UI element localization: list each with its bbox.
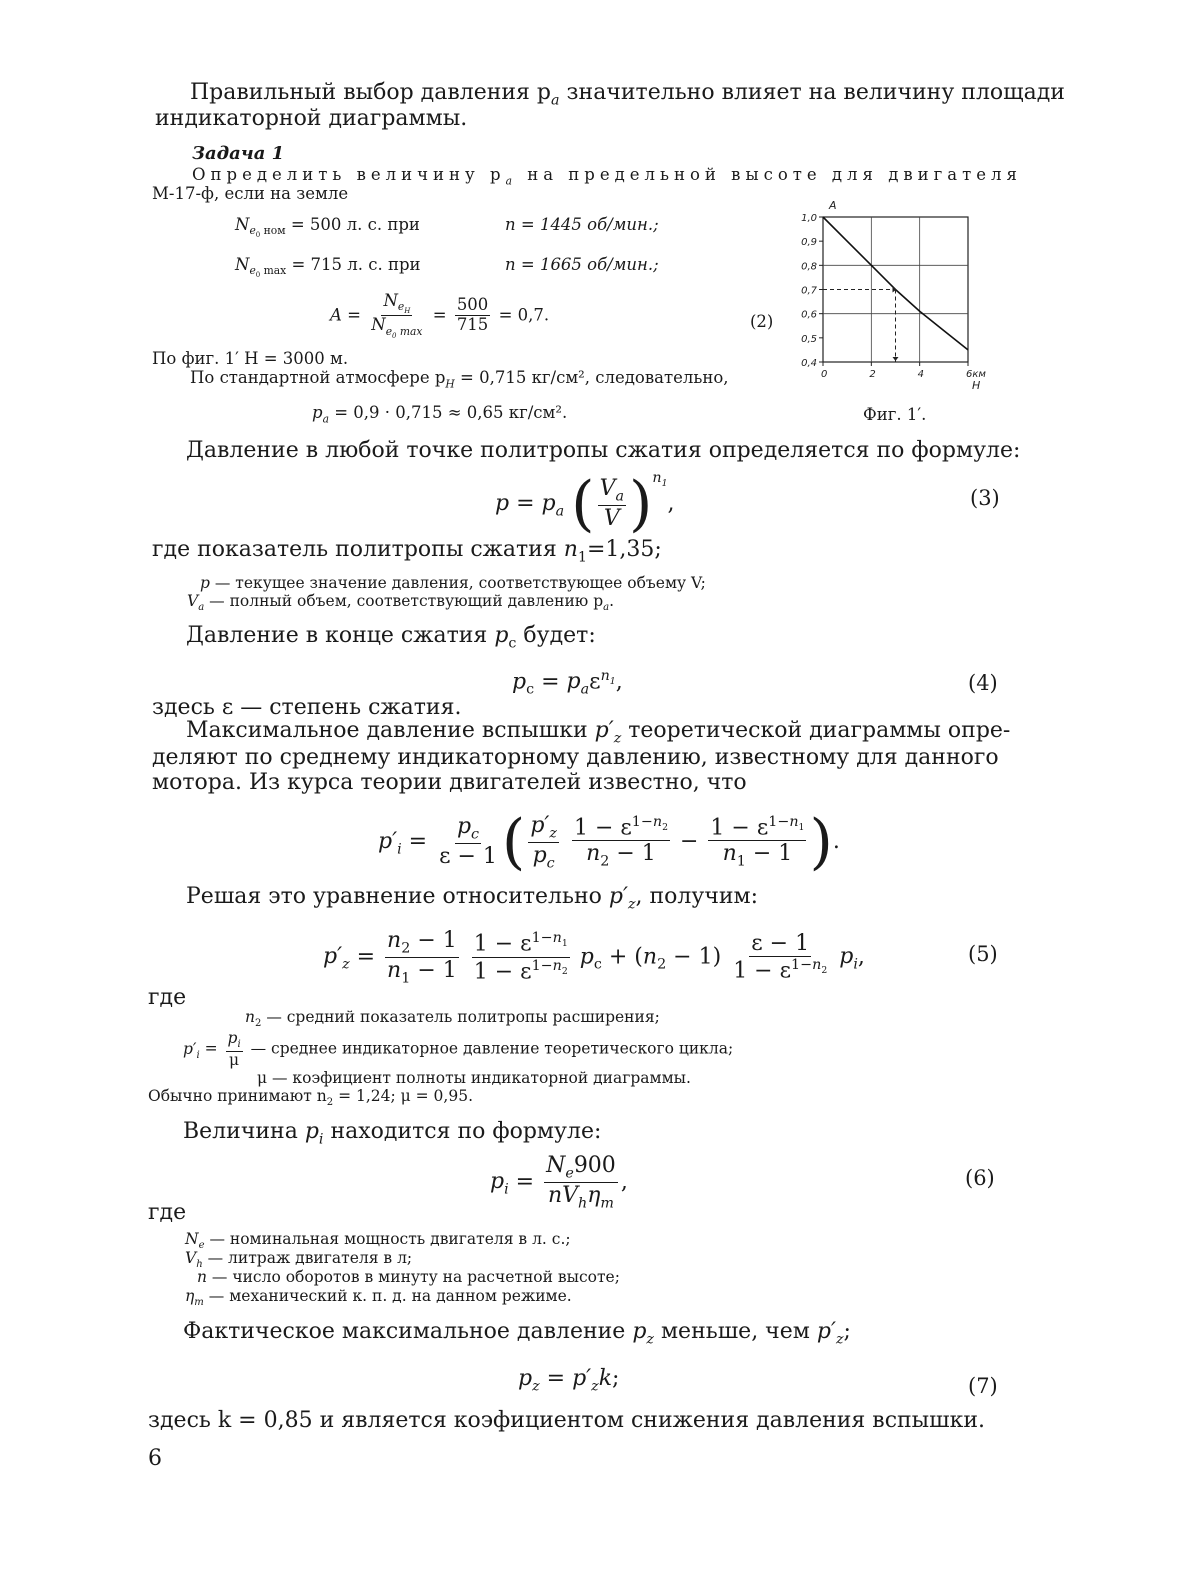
chart-xlabel: H <box>972 379 981 392</box>
chart-annotation-arrow-v <box>893 357 899 361</box>
s5-usual: Обычно принимают $n_2 = 1,24$; μ = 0,95. <box>148 1087 473 1109</box>
task-line-2: М-17-ф, если на земле <box>152 184 349 203</box>
s3-def-p: p — текущее значение давления, соответствующее объему V; <box>200 574 706 592</box>
standard-atmosphere: По стандартной атмосфере $p_H = 0,715$ кг/см², следовательно, <box>190 368 729 391</box>
equation-2-number: (2) <box>750 312 774 331</box>
equation-3-number: (3) <box>970 486 1000 510</box>
chart-xtick-label: 4 <box>917 369 925 380</box>
page-number: 6 <box>148 1446 162 1471</box>
chart-ytick-label: 0,8 <box>801 261 817 273</box>
s4-text: Давление в конце сжатия $p_c$ будет: <box>186 623 596 652</box>
s5-line-2: деляют по среднему индикаторному давлению, известному для данного <box>152 745 999 770</box>
equation-pi-prime: $p'_i$ = $\frac{p_c}{\varepsilon - 1}$ ( $\frac{p'_z}{p_c}$ $\frac{1 - \varepsilon^{1-n_2}}{n_2 - 1}$ − $\frac{1 - \varepsilon^{1-n_1}}{n_1 - 1}$ ). <box>378 807 840 877</box>
figure-caption: Фиг. 1′. <box>863 405 927 424</box>
s6-where: где <box>148 1200 187 1225</box>
s5-def-mu: μ — коэфициент полноты индикаторной диаграммы. <box>257 1069 691 1087</box>
chart-xtick-label: 0 <box>821 369 828 380</box>
rpm-nominal: n = 1445 об/мин.; <box>505 215 659 234</box>
pa-result: $p_a = 0,9 \cdot 0,715 \approx 0,65$ кг/см². <box>312 403 568 426</box>
intro-line-2: индикаторной диаграммы. <box>155 106 468 131</box>
s5-line-1: Максимальное давление вспышки $p'_z$ теоретической диаграммы опре- <box>186 718 1011 747</box>
s5-solve: Решая это уравнение относительно $p'_z$, получим: <box>186 884 759 913</box>
task-line-1: Определить величину $p_a$ на предельной высоте для двигателя <box>192 165 1022 188</box>
s4-here: здесь ε — степень сжатия. <box>152 695 462 720</box>
equation-6-number: (6) <box>965 1166 995 1190</box>
s5-def-pi: $p'_i$ = $\frac{p_i}{\mu}$ — среднее индикаторное давление теоретического цикла; <box>183 1029 734 1069</box>
equation-7: $p_z = p'_zk$; <box>518 1366 620 1395</box>
s6-def-n: n — число оборотов в минуту на расчетной высоте; <box>197 1268 620 1286</box>
equation-6: $p_i$ = $\frac{N_e900}{nV_h\eta_m}$ , <box>490 1153 628 1212</box>
s3-text: Давление в любой точке политропы сжатия определяется по формуле: <box>186 438 1021 463</box>
task-heading: Задача 1 <box>192 143 285 164</box>
equation-2: A = $\frac{N_{e_H}}{N_{e_0 max}}$ = $\frac{500}{715}$ = 0,7. <box>330 291 550 340</box>
s5-line-3: мотора. Из курса теории двигателей известно, что <box>152 770 747 795</box>
s6-def-ne: $N_e$ — номинальная мощность двигателя в л. с.; <box>185 1230 571 1252</box>
chart-xtick-label: 6км <box>966 369 986 380</box>
s6-text: Величина $p_i$ находится по формуле: <box>183 1119 602 1148</box>
equation-4-number: (4) <box>968 671 998 695</box>
chart-ytick-label: 0,7 <box>801 285 817 297</box>
s5-where: где <box>148 985 187 1010</box>
s3-where: где показатель политропы сжатия $n_1=1,35$; <box>152 537 662 566</box>
chart-xtick-label: 2 <box>869 369 876 380</box>
s7-here: здесь k = 0,85 и является коэфициентом снижения давления вспышки. <box>148 1408 986 1433</box>
equation-3: $p = p_a$ ( $\frac{V_a}{V}$ )$^{n_1}$, <box>495 469 675 539</box>
s7-text: Фактическое максимальное давление $p_z$ меньше, чем $p'_z$; <box>183 1319 851 1348</box>
rpm-max: n = 1665 об/мин.; <box>505 255 659 274</box>
figure-1-chart <box>795 190 995 400</box>
intro-line-1: Правильный выбор давления $p_a$ значительно влияет на величину площади <box>190 80 1065 109</box>
chart-ytick-label: 1,0 <box>801 213 817 224</box>
s6-def-eta: $\eta_m$ — механический к. п. д. на данном режиме. <box>185 1287 572 1309</box>
chart-ytick-label: 0,9 <box>801 237 817 249</box>
chart-ytick-label: 0,4 <box>801 358 817 369</box>
s5-def-n2: $n_2$ — средний показатель политропы расширения; <box>245 1008 660 1030</box>
chart-series-line <box>823 217 968 350</box>
s6-def-vh: $V_h$ — литраж двигателя в л; <box>185 1249 413 1271</box>
power-nominal-row: $N_{e_0 ном} = 500$ л. с. при <box>235 215 420 240</box>
chart-ytick-label: 0,6 <box>801 309 817 321</box>
equation-5: $p'_z$ = $\frac{n_2 - 1}{n_1 - 1}$ $\frac{1 - \varepsilon^{1-n_1}}{1 - \varepsilon^{1-n_2}}$ $p_c + (n_2 - 1)$ $\frac{\varepsilon - 1}{1 - \varepsilon^{1-n_2}}$ $p_i$, <box>323 928 865 987</box>
equation-7-number: (7) <box>968 1374 998 1398</box>
chart-ylabel: A <box>829 199 837 212</box>
fig-reference: По фиг. 1′ H = 3000 м. <box>152 349 349 368</box>
chart-ytick-label: 0,5 <box>801 333 817 345</box>
equation-4: $p_c = p_a\varepsilon^{n_1}$, <box>512 668 623 698</box>
equation-5-number: (5) <box>968 942 998 966</box>
power-max-row: $N_{e_0 max} = 715$ л. с. при <box>235 255 421 280</box>
s3-def-va: $V_a$ — полный объем, соответствующий давлению $p_a$. <box>187 592 615 614</box>
